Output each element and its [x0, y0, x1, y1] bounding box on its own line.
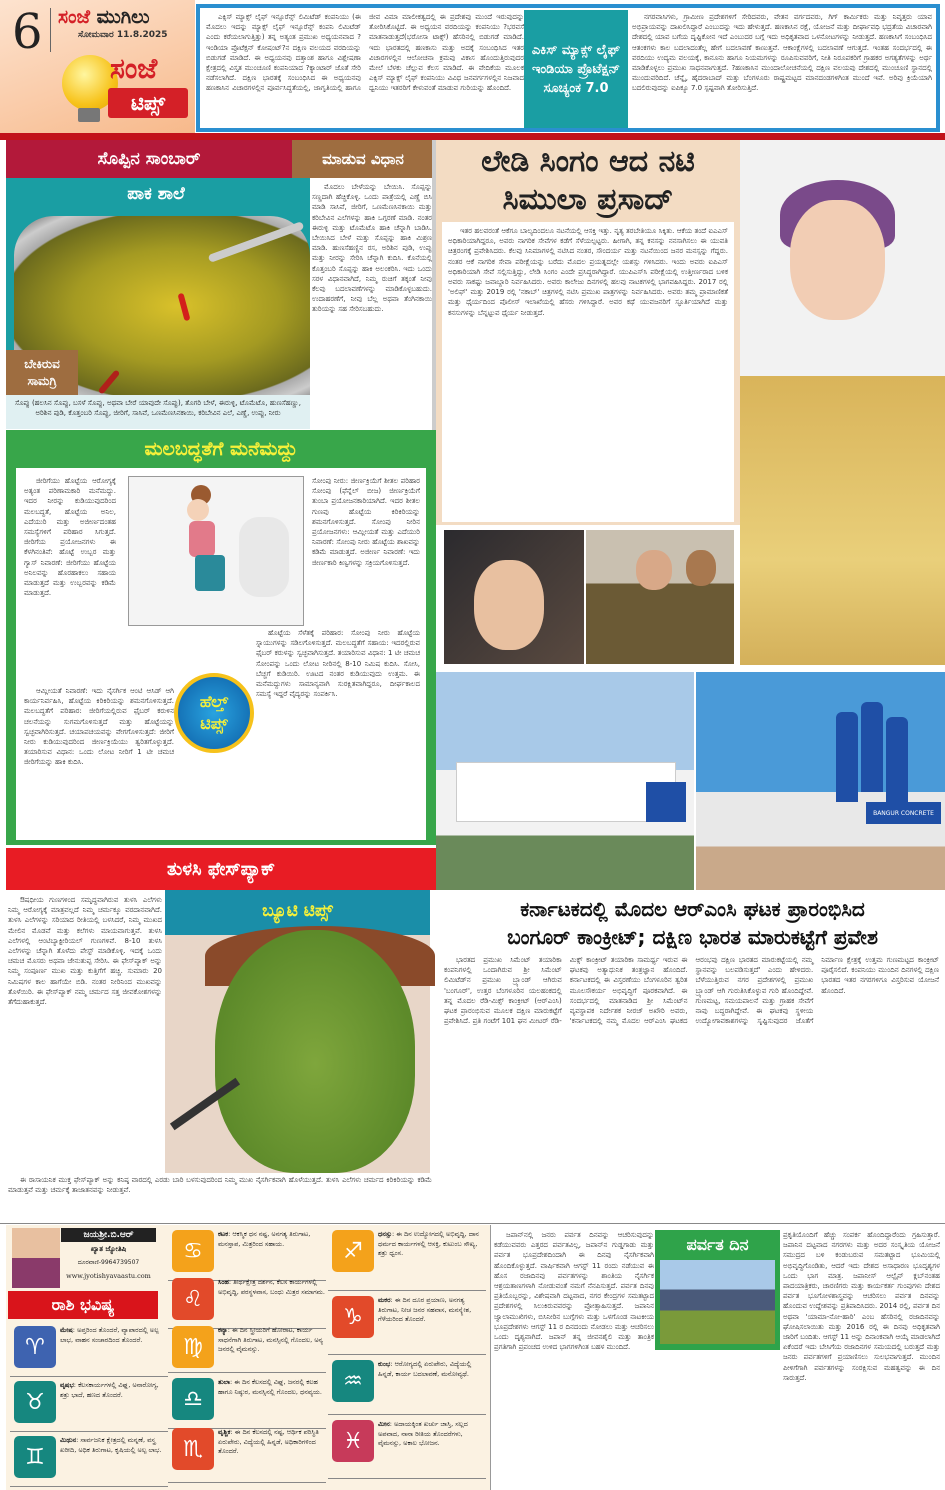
- astrologer-title: ಖ್ಯಾತ ಜ್ಯೋತಿಷಿ: [90, 1245, 127, 1253]
- girl-body: [189, 521, 215, 557]
- rmc-plant-photo: [436, 672, 694, 890]
- leo-icon: ♌: [172, 1278, 214, 1320]
- constipation-illustration: [128, 476, 304, 626]
- method-text: ಮೊದಲು ಬೇಳೆಯನ್ನು ಬೇಯಿಸಿ. ಸೊಪ್ಪನ್ನು ಸಣ್ಣದಾಗಿ ಹೆಚ್ಚಿಕೊಳ್ಳಿ. ಒಂದು ಪಾತ್ರೆಯಲ್ಲಿ ಎಣ್ಣೆ ಬಿಸಿ ಮಾಡಿ ಸಾಸಿವೆ, ಜೀರಿಗೆ, ಒಣಮೆಣಸಿನಕಾಯಿ ಮತ್ತು ಕರಿಬೇವಿನ ಎಲೆಗಳನ್ನು ಹಾಕಿ ಒಗ್ಗರಣೆ ಮಾಡಿ. ನಂತರ ಈರುಳ್ಳಿ ಮತ್ತು ಟೊಮೆಟೊ ಹಾಕಿ ಚೆನ್ನಾಗಿ ಬಾಡಿಸಿ. ಬೇಯಿಸಿದ ಬೇಳೆ ಮತ್ತು ಸೊಪ್ಪನ್ನು ಹಾಕಿ ಮಿಶ್ರಣ ಮಾಡಿ. ಹುಣಸೆಹಣ್ಣಿನ ರಸ, ಅರಿಶಿನ ಪುಡಿ, ಉಪ್ಪು ಮತ್ತು ನೀರನ್ನು ಸೇರಿಸಿ ಚೆನ್ನಾಗಿ ಕುದಿಸಿ. ಕೊನೆಯಲ್ಲಿ ಕೊತ್ತಂಬರಿ ಸೊಪ್ಪನ್ನು ಹಾಕಿ ಅಲಂಕರಿಸಿ. ಇದು ಒಂದು ಸರಳ ವಿಧಾನವಾಗಿದೆ, ನಿಮ್ಮ ರುಚಿಗೆ ತಕ್ಕಂತೆ ನೀವು ಕೆಲವು ಬದಲಾವಣೆಗಳನ್ನು ಮಾಡಿಕೊಳ್ಳಬಹುದು. ಉದಾಹರಣೆಗೆ, ನೀವು ಬೆಲ್ಲ ಅಥವಾ ತೆಂಗಿನಕಾಯಿ ತುರಿಯನ್ನು ಸಹ ಸೇರಿಸಬಹುದು.: [312, 183, 432, 314]
- issue-date: ಸೋಮವಾರ 11.8.2025: [78, 30, 168, 40]
- girl-skirt: [195, 555, 225, 591]
- green-mask-face: [215, 930, 415, 1173]
- headline-line1: ಕರ್ನಾಟಕದಲ್ಲಿ ಮೊದಲ ಆರ್‌ಎಂಸಿ ಘಟಕ ಪ್ರಾರಂಭಿಸಿದ: [520, 897, 865, 921]
- logo-part1: ಸಂಜೆ: [58, 6, 91, 28]
- badge-line1: ಹೆಲ್ತ್: [199, 692, 229, 711]
- ingredients-heading: [6, 350, 78, 395]
- ingredients-list: ಸೊಪ್ಪು (ಹಲಸಿನ ಸೊಪ್ಪು, ಬಸಳೆ ಸೊಪ್ಪು, ಅಥವಾ ಬೇರೆ ಯಾವುದೇ ಸೊಪ್ಪು), ತೊಗರಿ ಬೇಳೆ, ಈರುಳ್ಳಿ, ಟೊಮೆಟೊ, ಹುಣಸೆಹಣ್ಣು, ಅರಿಶಿನ ಪುಡಿ, ಕೊತ್ತಂಬರಿ ಸೊಪ್ಪು, ಜೀರಿಗೆ, ಸಾಸಿವೆ, ಒಣಮೆಣಸಿನಕಾಯಿ, ಕರಿಬೇವಿನ ಎಲೆ, ಎಣ್ಣೆ, ಉಪ್ಪು, ನೀರು: [6, 395, 310, 429]
- facepack-text: ಔಷಧೀಯ ಗುಣಗಳಿಂದ ಸಮೃದ್ಧವಾಗಿರುವ ತುಳಸಿ ಎಲೆಗಳು ನಿಮ್ಮ ಆರೋಗ್ಯಕ್ಕೆ ಮಾತ್ರವಲ್ಲದೆ ನಿಮ್ಮ ಚರ್ಮಕ್ಕೂ ವರದಾನವಾಗಿದೆ. ತುಳಸಿ ಎಲೆಗಳನ್ನು ಸರಿಯಾದ ರೀತಿಯಲ್ಲಿ ಬಳಸಿದರೆ, ನಿಮ್ಮ ಮುಖದ ಮೇಲಿನ ಮೊಡವೆ ಮತ್ತು ಕಲೆಗಳು ಮಾಯವಾಗುತ್ತವೆ. ತುಳಸಿ ಎಲೆಗಳಲ್ಲಿ ಆಂಟಿಬ್ಯಾಕ್ಟೀರಿಯಲ್ ಗುಣಗಳಿವೆ. 8-10 ತುಳಸಿ ಎಲೆಗಳನ್ನು ಚೆನ್ನಾಗಿ ತೊಳೆದು ಪೇಸ್ಟ್ ಮಾಡಿಕೊಳ್ಳಿ. ಇದಕ್ಕೆ ಒಂದು ಚಮಚ ಮೊಸರು ಅಥವಾ ಜೇನುತುಪ್ಪ ಸೇರಿಸಿ. ಈ ಫೇಸ್‌ಪ್ಯಾಕ್ ಅನ್ನು ನಿಮ್ಮ ಸಂಪೂರ್ಣ ಮುಖ ಮತ್ತು ಕುತ್ತಿಗೆಗೆ ಹಚ್ಚಿ. ಸುಮಾರು 20 ನಿಮಿಷಗಳ ಕಾಲ ಹಾಗೆಯೇ ಬಿಡಿ. ನಂತರ ನೀರಿನಿಂದ ಮುಖವನ್ನು ತೊಳೆಯಿರಿ. ಈ ಫೇಸ್‌ಪ್ಯಾಕ್ ನಮ್ಮ ಚರ್ಮದ ಸತ್ತ ಜೀವಕೋಶಗಳನ್ನು ತೆಗೆದುಹಾಕುತ್ತದೆ.: [8, 896, 162, 1007]
- recipe-title: ಸೊಪ್ಪಿನ ಸಾಂಬಾರ್: [6, 140, 292, 178]
- sign-name: ಕನ್ಯಾ: [218, 1326, 228, 1334]
- top-story-left-text: ಎಕ್ಸಿಸ್ ಮ್ಯಾಕ್ಸ್ ಲೈಫ್ ಇನ್ಸೂರೆನ್ಸ್ ಲಿಮಿಟೆಡ್ ಕಂಪನಿಯು (ಈ ಮೊದಲು ಇದನ್ನು ಮ್ಯಾಕ್ಸ್ ಲೈಫ್ ಇನ್ಸೂರೆನ್ಸ್ ಕಂಪನಿ ಲಿಮಿಟೆಡ್ ಎಂದು ಕರೆಯಲಾಗುತ್ತಿತ್ತು) ತನ್ನ ಅತ್ಯಂತ ಪ್ರಮುಖ ಅಧ್ಯಯನವಾದ ?ಇಂಡಿಯಾ ಪ್ರೊಟೆಕ್ಷನ್ ಕೋಷಂಟ್?ನ ದಕ್ಷಿಣ ವಲಯದ ವರದಿಯನ್ನು ಬಿಡುಗಡೆ ಮಾಡಿದೆ. ಈ ಅಧ್ಯಯನವು ದತ್ತಾಂಶ ಹಾಗೂ ವಿಶ್ಲೇಷಣಾ ಕ್ಷೇತ್ರದಲ್ಲಿ ವಿಸ್ತೃತ ಮುಂಚೂಣಿ ಕಂಪನಿಯಾದ ?ಕ್ಯಾಂಟಾರ್ ಜೊತೆ ಸೇರಿ ನಡೆಸಲಾಗಿದೆ. ದಕ್ಷಿಣ ಭಾರತಕ್ಕೆ ಸಂಬಂಧಿಸಿದ ಈ ಅಧ್ಯಯನವು ಹಣಕಾಸಿನ ವಿಚಾರಗಳಲ್ಲಿನ ಪೂರ್ವಸಿದ್ಧತೆಯಲ್ಲಿ, ಜಾಗೃತಿಯಲ್ಲಿ ಹಾಗೂ ಜೀವ ವಿಮಾ ಮಾಲೀಕತ್ವದಲ್ಲಿ ಈ ಪ್ರದೇಶವು ಮುಂದೆ ಇರುವುದನ್ನು ತೋರಿಸಿಕೊಟ್ಟಿದೆ. ಈ ಅಧ್ಯಯನ ವರದಿಯನ್ನು ಕಂಪನಿಯು ?ಭರವಸೆ ಮಾತನಾಡುತ್ತದೆ(ಭರೋಸಾ ಟಾಕ್ಸ್) ಹೆಸರಿನಲ್ಲಿ ಬಿಡುಗಡೆ ಮಾಡಿದೆ. ಇದು ಭಾರತದಲ್ಲಿ ಹಣಕಾಸು ಮತ್ತು ಅದಕ್ಕೆ ಸಂಬಂಧಿಸಿದ ಇತರ ವಿಚಾರಗಳಲ್ಲಿನ ಆಲೋಚನಾ ಕ್ರಮವು ವಿಕಾಸ ಹೊಂದುತ್ತಿರುವುದರ ಮೇಲೆ ಬೆಳಕು ಚೆಲ್ಲುವ ಕೆಲಸ ಮಾಡಿದೆ. ಈ ವೇದಿಕೆಯ ಮೂಲಕ ಎಕ್ಸಿಸ್ ಮ್ಯಾಕ್ಸ್ ಲೈಫ್ ಕಂಪನಿಯು ವಿವಿಧ ಜನವರ್ಗಗಳಲ್ಲಿನ ನಿಜವಾದ ಧ್ವನಿಯು ಇತರರಿಗೆ ಕೇಳುವಂತೆ ಮಾಡುವ ಗುರಿಯನ್ನು ಹೊಂದಿದೆ.: [206, 13, 524, 93]
- mountain-day-right-text: ಪ್ರಕೃತಿಯೊಂದಿಗೆ ಹೆಚ್ಚು ಸಂಪರ್ಕ ಹೊಂದಿದ್ದಾರೆಂದು ಗ್ರಹಿಸುತ್ತಾರೆ. ಜಪಾನಿನ ದಟ್ಟವಾದ ನಗರಗಳು ಮತ್ತು ಅದರ ಸಂಸ್ಕೃತಿಯ ಯೋಜನೆ ಸಮುದ್ರದ ಬಳಿ ಕಂಡುಬರುವ ಸಮತಟ್ಟಾದ ಭೂಮಿಯಲ್ಲಿ ಅಭಿವೃದ್ಧಿಗೊಂಡಿತು, ಆದರೆ ಇದು ದೇಶದ ಅಸಾಧಾರಣ ಭೂದೃಶ್ಯಗಳ ಒಂದು ಭಾಗ ಮಾತ್ರ. ಜಪಾನೀಸ್ ಆಲ್ಪೈನ್ ಕ್ಲಬ್‌ನಂತಹ ಪಾದಯಾತ್ರಿಕರು, ಚಾರಣಿಗರು ಮತ್ತು ಕಾರ್ಯಕರ್ತ ಗುಂಪುಗಳು ದೇಶದ ಪರ್ವತ ಭೂಗೋಳಶಾಸ್ತ್ರವನ್ನು ಆಚರಿಸಲು ಪರ್ವತ ದಿನವನ್ನು ಹೊಂದುವ ಉದ್ದೇಶವನ್ನು ಪ್ರತಿಪಾದಿಸಿದರು. 2014 ರಲ್ಲಿ, ಪರ್ವತ ದಿನ ಅಥವಾ 'ಯಾಮಾ-ನೋ-ಹಾರಿ' ಎಂಬ ಹೆಸರಿನಲ್ಲಿ ರಜಾದಿನವನ್ನು ಘೋಷಿಸಲಾಯಿತು ಮತ್ತು 2016 ರಲ್ಲಿ ಈ ದಿನವು ಅಧಿಕೃತವಾಗಿ ಜಾರಿಗೆ ಬಂದಿತು. ಆಗಸ್ಟ್ 11 ಅನ್ನು ದಿನಾಂಕವಾಗಿ ಆಯ್ಕೆ ಮಾಡಲಾಗಿದೆ ಏಕೆಂದರೆ ಇದು ಬೇಸಿಗೆಯ ರಜಾದಿನಗಳ ಸಮಯದಲ್ಲಿ ಬರುತ್ತದೆ ಮತ್ತು ಜನರು ಪರ್ವತಗಳಿಗೆ ಪ್ರಯಾಣಿಸಲು ಸುಲಭವಾಗುತ್ತದೆ. ಮುಂದಿನ ಪೀಳಿಗೆಗಾಗಿ ಪರ್ವತಗಳನ್ನು ಸಂರಕ್ಷಿಸುವ ಮಹತ್ವವನ್ನು ಈ ದಿನ ಸಾರುತ್ತದೆ.: [783, 1231, 940, 1382]
- zodiac-scorpio: ♏ ವೃಶ್ಚಿಕ: ಈ ದಿನ ಕೆಲಸದಲ್ಲಿ ನಷ್ಟ, ಆರ್ಥಿಕ ಪರಿಸ್ಥಿತಿ ಏರುಪೇರು, ವಿದ್ಯೆಯಲ್ಲಿ ಹಿನ್ನಡೆ, ಅಧಿಕಾರಿಗಳಿಂದ ತೊಂದರೆ.: [168, 1425, 326, 1483]
- zodiac-libra: ♎ ತುಲಾ: ಈ ದಿನ ಕೆಲಸದಲ್ಲಿ ವಿಘ್ನ, ಜನರಲ್ಲಿ ಕಲಹ ಹಾಗೂ ನಿಷ್ಠುರ, ಮನಸ್ಸಿನಲ್ಲಿ ಗೊಂದಲ, ಧನವ್ಯಯ.: [168, 1375, 326, 1429]
- scorpio-icon: ♏: [172, 1428, 214, 1470]
- libra-icon: ♎: [172, 1378, 214, 1420]
- top-story-title: ಎಕಿಸ್ ಮ್ಯಾಕ್ಸ್ ಲೈಫ್ ಇಂಡಿಯಾ ಪ್ರೊಟೆಕ್ಷನ್ ಸೂಚ್ಯಂಕ 7.0: [524, 10, 628, 128]
- sign-name: ಧನಸ್ಸು: [378, 1230, 392, 1238]
- zodiac-virgo: ♍ ಕನ್ಯಾ: ಈ ದಿನ ಸ್ತ್ರೀಯರಿಗೆ ಹೋರಾಟ, ಕಾರ್ಯ ಸಾಧನೆಗಾಗಿ ತಿರುಗಾಟ, ಮನಸ್ಸಿನಲ್ಲಿ ಗೊಂದಲ, ಅನ್ಯ ಜನರಲ್ಲಿ ವೈಮನಸ್ಸು.: [168, 1323, 326, 1373]
- sign-name: ಮಕರ: [378, 1296, 391, 1304]
- health-content: [16, 468, 426, 840]
- sign-name: ವೃಶ್ಚಿಕ: [218, 1428, 231, 1436]
- plant-building: [456, 762, 676, 822]
- article-body: ಇತರ ಹಲವರಂತೆ ಆಕೆಗೂ ಬಾಲ್ಯದಿಂದಲೂ ನಟನೆಯಲ್ಲಿ ಆಸಕ್ತಿ ಇತ್ತು. ನೃತ್ಯ ತರಬೇತಿಯೂ ಸಿಕ್ಕಿತು. ಆಕೆಯ ತಂದೆ ಐಎಎಸ್ ಅಧಿಕಾರಿಯಾಗಿದ್ದರೂ, ಅವರು ನಾಗರಿಕ ಸೇವೆಗಳ ಕಡೆಗೆ ಸೆಳೆಯಲ್ಪಟ್ಟರು. ಹೀಗಾಗಿ, ತನ್ನ ಕನಸನ್ನು ನನಸಾಗಿಸಲು ಈ ಯುವತಿ ಚಿತ್ರರಂಗಕ್ಕೆ ಪ್ರವೇಶಿಸಿದರು. ಕೆಲವು ಸಿನಿಮಾಗಳಲ್ಲಿ ನಟಿಸಿದ ನಂತರ, ಸೌಂದರ್ಯ ಮತ್ತು ನಟನೆಯಿಂದ ಜನರ ಮನಸ್ಸನ್ನು ಗೆದ್ದರು. ನಂತರ ಆಕೆ ನಾಗರಿಕ ಸೇವಾ ಪರೀಕ್ಷೆಯನ್ನು ಬರೆದು ಮೊದಲ ಪ್ರಯತ್ನದಲ್ಲೇ ಯಶಸ್ಸು ಗಳಿಸಿದರು. ಇಂದು ಅವರು ಐಪಿಎಸ್ ಅಧಿಕಾರಿಯಾಗಿ ಸೇವೆ ಸಲ್ಲಿಸುತ್ತಿದ್ದು, ಲೇಡಿ ಸಿಂಗಂ ಎಂದೇ ಪ್ರಸಿದ್ಧರಾಗಿದ್ದಾರೆ. ಯುಪಿಎಸ್‌ಸಿ ಪರೀಕ್ಷೆಯಲ್ಲಿ ಉತ್ತೀರ್ಣರಾದ ಬಳಿಕ ಅವರು ಸಾಕಷ್ಟು ಜವಾಬ್ದಾರಿ ನಿರ್ವಹಿಸಿದರು. ಅವರು ಕಾಲೇಜು ದಿನಗಳಲ್ಲಿ ಹಲವು ನಾಟಕಗಳಲ್ಲಿ ಭಾಗವಹಿಸಿದ್ದರು. 2017 ರಲ್ಲಿ 'ಅಲಿಫ್' ಮತ್ತು 2019 ರಲ್ಲಿ 'ನಕಾಬ್' ಚಿತ್ರಗಳಲ್ಲಿ ನಟಿಸಿ ಪ್ರಮುಖ ಪಾತ್ರಗಳನ್ನು ನಿರ್ವಹಿಸಿದರು. ಅವರು ತಮ್ಮ ಪ್ರಾಮಾಣಿಕತೆ ಮತ್ತು ಧೈರ್ಯದಿಂದ ಪೊಲೀಸ್ ಇಲಾಖೆಯಲ್ಲಿ ಹೆಸರು ಗಳಿಸಿದ್ದಾರೆ. ಅವರ ಕಥೆ ಯುವಜನರಿಗೆ ಸ್ಫೂರ್ತಿಯಾಗಿದೆ ಮತ್ತು ಕನಸುಗಳನ್ನು ಬೆನ್ನಟ್ಟುವ ಧೈರ್ಯ ನೀಡುತ್ತದೆ.: [442, 222, 734, 522]
- aquarius-icon: ♒: [332, 1360, 374, 1402]
- mountain-day-text: ಜಪಾನ್‌ನಲ್ಲಿ ಜನರು ಪರ್ವತ ದಿನವನ್ನು ಆಚರಿಸುವುದನ್ನು ಕಡೆಯುವವರು ಎತ್ತರದ ಪರ್ವತವಿಲ್ಲ, ಜಪಾನ್‌ನ ಗುಡ್ಡಗಾಡು ಮತ್ತು ಪರ್ವತ ಭೂಪ್ರದೇಶದಿಂದಾಗಿ ಈ ದಿನವು ನೈಸರ್ಗಿಕವಾಗಿ ಹೊಂದಿಕೊಳ್ಳುತ್ತದೆ. ವಾರ್ಷಿಕವಾಗಿ ಆಗಸ್ಟ್ 11 ರಂದು ನಡೆಯುವ ಈ ಹೊಸ ರಜಾದಿನವು ಪರ್ವತಗಳನ್ನು ಶಾಂತಿಯ ನೈಸರ್ಗಿಕ ಆಶ್ರಯತಾಣಗಳಾಗಿ ನೋಡುವಂತೆ ನಮಗೆ ನೆನಪಿಸುತ್ತದೆ. ಪರ್ವತ ದಿನವು ಪ್ರತಿಯೊಬ್ಬರನ್ನು, ವಿಶೇಷವಾಗಿ ದಟ್ಟವಾದ, ನಗರ ಕೇಂದ್ರಗಳ ಸಮತಟ್ಟಾದ ಪ್ರದೇಶಗಳಲ್ಲಿ ಸಿಲುಕಿರುವವರನ್ನು ಪ್ರೋತ್ಸಾಹಿಸುತ್ತದೆ. ಜಪಾನಿನ ಜ್ವಾಲಾಮುಖಿಗಳು, ಬಿಸಿನೀರಿನ ಬುಗ್ಗೆಗಳು ಮತ್ತು ಒಳಗೊಂಡ ನಾಟಕೀಯ ಭೂಪ್ರದೇಶಗಳು ಆಗಸ್ಟ್ 11 ರ ದಿನದಂದು ನೋಡಲು ಮತ್ತು ಆಚರಿಸಲು ಒಂದು ದೃಶ್ಯವಾಗಿದೆ. ಜಪಾನ್ ತನ್ನ ಜೀವನಶೈಲಿ ಮತ್ತು ತಾಂತ್ರಿಕ ಪ್ರಗತಿಗಾಗಿ ಪ್ರಪಂಚದ ಉಳಿದ ಭಾಗಗಳಿಗಿಂತ ಬಹಳ ಮುಂದಿದೆ.: [494, 1231, 654, 1352]
- divider: [50, 8, 51, 52]
- health-lower-left-text: ಆಮ್ಲೀಯತೆ ನಿವಾರಣೆ: ಇದು ನೈಸರ್ಗಿಕ ಆಂಟಿ ಆಸಿಡ್ ಆಗಿ ಕಾರ್ಯನಿರ್ವಹಿಸಿ, ಹೊಟ್ಟೆಯ ಕಿರಿಕಿರಿಯನ್ನು ಶಮನಗೊಳಿಸುತ್ತದೆ. ಮಲಬದ್ಧತೆಗೆ ಪರಿಹಾರ: ಜೀರಿಗೆಯಲ್ಲಿರುವ ಫೈಬರ್ ಕರುಳಿನ ಚಲನೆಯನ್ನು ಸುಗಮಗೊಳಿಸುತ್ತದೆ ಮತ್ತು ಹೊಟ್ಟೆಯನ್ನು ಸ್ವಚ್ಛವಾಗಿರಿಸುತ್ತದೆ. ಚಯಾಪಚಯವನ್ನು ವೇಗಗೊಳಿಸುತ್ತದೆ: ಜೀರಿಗೆ ನೀರು ಕುಡಿಯುವುದರಿಂದ ಜೀರ್ಣಕ್ರಿಯೆಯು ತ್ವರಿತಗೊಳ್ಳುತ್ತದೆ. ತಯಾರಿಸುವ ವಿಧಾನ: ಒಂದು ಲೋಟ ನೀರಿಗೆ 1 ಟೀ ಚಮಚ ಜೀರಿಗೆಯನ್ನು ಹಾಕಿ ಕುದಿಸಿ.: [24, 687, 174, 767]
- top-story-box: [196, 4, 940, 132]
- zodiac-pisces: ♓ ಮೀನ: ಅದಾಯಕ್ಕಿಂತ ಖರ್ಚು ಜಾಸ್ತಿ, ಸಲ್ಲದ ಅಪವಾದ, ನಾನಾ ರೀತಿಯ ತೊಂದರೆಗಳು, ವೈಮನಸ್ಸು, ಅಕಾಲ ಭೋಜನ.: [328, 1417, 486, 1479]
- girl-head: [187, 499, 209, 521]
- bangur-sign: BANGUR CONCRETE: [866, 802, 941, 824]
- sign-text: ಸಾರ್ವಜನಿಕ ಕ್ಷೇತ್ರದಲ್ಲಿ ಮನ್ನಣೆ, ವಸ್ತ್ರ ಖರೀದಿ, ಅಧಿಕ ತಿರುಗಾಟ, ಕೃಷಿಯಲ್ಲಿ ಅಲ್ಪ ಲಾಭ.: [60, 1436, 162, 1454]
- health-tips-badge: [174, 673, 254, 753]
- zodiac-cancer: ♋ ಕಟಕ: ಆಕಸ್ಮಿಕ ಧನ ನಷ್ಟ, ಅನಗತ್ಯ ತಿರುಗಾಟ, ಮನಸ್ತಾಪ, ಮಿತ್ರರಿಂದ ಸಹಾಯ.: [168, 1227, 326, 1281]
- face-image: [474, 560, 544, 650]
- cancer-icon: ♋: [172, 1230, 214, 1272]
- gemini-icon: ♊: [14, 1436, 56, 1478]
- facepack-title: ತುಳಸಿ ಫೇಸ್‌ಪ್ಯಾಕ್: [6, 848, 436, 890]
- face-image: [790, 200, 885, 320]
- badge-line2: ಟಿಪ್ಸ್: [200, 714, 228, 733]
- sign-text: ಈ ದಿನ ಸ್ತ್ರೀಯರಿಗೆ ಹೋರಾಟ, ಕಾರ್ಯ ಸಾಧನೆಗಾಗಿ ತಿರುಗಾಟ, ಮನಸ್ಸಿನಲ್ಲಿ ಗೊಂದಲ, ಅನ್ಯ ಜನರಲ್ಲಿ ವೈಮನಸ್ಸು.: [218, 1326, 323, 1353]
- health-title: ಮಲಬದ್ಧತೆಗೆ ಮನೆಮದ್ದು: [144, 438, 298, 460]
- rmc-body: ಭಾರತದ ಪ್ರಮುಖ ಸಿಮೆಂಟ್ ತಯಾರಿಕಾ ಕಂಪನಿಗಳಲ್ಲಿ ಒಂದಾಗಿರುವ ಶ್ರೀ ಸಿಮೆಂಟ್ ಲಿಮಿಟೆಡ್‌ನ ಪ್ರಮುಖ ಬ್ರ್ಯಾಂಡ್ ಆಗಿರುವ 'ಬಂಗೂರ್', ಉತ್ತರ ಬೆಂಗಳೂರಿನ ಯಲಹಂಕದಲ್ಲಿ ತನ್ನ ಮೊದಲ ರೆಡಿ-ಮಿಕ್ಸ್ ಕಾಂಕ್ರೀಟ್ (ಆರ್‌ಎಂಸಿ) ಘಟಕ ಪ್ರಾರಂಭಿಸುವ ಮೂಲಕ ದಕ್ಷಿಣ ಮಾರುಕಟ್ಟೆಗೆ ಪ್ರವೇಶಿಸಿದೆ. ಪ್ರತಿ ಗಂಟೆಗೆ 101 ಘನ ಮೀಟರ್ ರೆಡಿ-ಮಿಕ್ಸ್ ಕಾಂಕ್ರೀಟ್ ತಯಾರಿಕಾ ಸಾಮರ್ಥ್ಯ ಇರುವ ಈ ಘಟಕವು ಅತ್ಯಾಧುನಿಕ ತಂತ್ರಜ್ಞಾನ ಹೊಂದಿದೆ. ಕರ್ನಾಟಕದಲ್ಲಿ ಈ ವಿಸ್ತರಣೆಯು ಬೆಂಗಳೂರಿನ ತ್ವರಿತ ಮೂಲಸೌಕರ್ಯ ಅಭಿವೃದ್ಧಿಗೆ ಪೂರಕವಾಗಿದೆ. ಈ ಸಂದರ್ಭದಲ್ಲಿ ಮಾತನಾಡಿದ ಶ್ರೀ ಸಿಮೆಂಟ್‌ನ ವ್ಯವಸ್ಥಾಪಕ ನಿರ್ದೇಶಕ ನೀರಜ್ ಅಖೌರಿ ಅವರು, 'ಕರ್ನಾಟಕದಲ್ಲಿ ನಮ್ಮ ಮೊದಲ ಆರ್‌ಎಂಸಿ ಘಟಕದ ಆರಂಭವು ದಕ್ಷಿಣ ಭಾರತದ ಮಾರುಕಟ್ಟೆಯಲ್ಲಿ ನಮ್ಮ ಸ್ಥಾನವನ್ನು ಬಲಪಡಿಸುತ್ತದೆ' ಎಂದು ಹೇಳಿದರು. ಬೆಳೆಯುತ್ತಿರುವ ನಗರ ಪ್ರದೇಶಗಳಲ್ಲಿ ಪ್ರಮುಖ ಬ್ರ್ಯಾಂಡ್ ಆಗಿ ಗುರುತಿಸಿಕೊಳ್ಳುವ ಗುರಿ ಹೊಂದಿದ್ದೇವೆ. ಗುಣಮಟ್ಟ, ಸಮಯಪಾಲನೆ ಮತ್ತು ಗ್ರಾಹಕ ಸೇವೆಗೆ ನಾವು ಬದ್ಧರಾಗಿದ್ದೇವೆ. ಈ ಘಟಕವು ಸ್ಥಳೀಯ ಉದ್ಯೋಗಾವಕಾಶಗಳನ್ನು ಸೃಷ್ಟಿಸುವುದರ ಜೊತೆಗೆ ನಿರ್ಮಾಣ ಕ್ಷೇತ್ರಕ್ಕೆ ಉತ್ತಮ ಗುಣಮಟ್ಟದ ಕಾಂಕ್ರೀಟ್ ಪೂರೈಸಲಿದೆ. ಕಂಪನಿಯು ಮುಂದಿನ ದಿನಗಳಲ್ಲಿ ದಕ್ಷಿಣ ಭಾರತದ ಇತರ ನಗರಗಳಿಗೂ ವಿಸ್ತರಿಸುವ ಯೋಜನೆ ಹೊಂದಿದೆ.: [444, 956, 939, 1026]
- method-heading: ಮಾಡುವ ವಿಧಾನ: [292, 140, 434, 178]
- zodiac-aries: ♈ ಮೇಷ: ಅಪ್ತರಿಂದ ತೊಂದರೆ, ವ್ಯಾಪಾರದಲ್ಲಿ ಅಲ್ಪ ಲಾಭ, ವಾಹನ ಸಂಚಾರದಿಂದ ತೊಂದರೆ.: [10, 1323, 168, 1377]
- section-divider: [0, 133, 945, 140]
- sign-name: ವೃಷಭ: [60, 1381, 74, 1389]
- zodiac-sagittarius: ♐ ಧನಸ್ಸು: ಈ ದಿನ ಉದ್ಯೋಗದಲ್ಲಿ ಅಭಿವೃದ್ಧಿ, ದಾನ ಧರ್ಮದ ಕಾರ್ಯಗಳಲ್ಲಿ ಆಸಕ್ತಿ, ಕುಟುಂಬ ಸೌಖ್ಯ, ಶತ್ರು ಧ್ವಂಸ.: [328, 1227, 486, 1291]
- face-image: [636, 550, 672, 590]
- headline-line1: ಲೇಡಿ ಸಿಂಗಂ ಆದ ನಟಿ: [481, 144, 695, 179]
- article-headline: [436, 142, 740, 220]
- mountain-day-bottom-text: [655, 1352, 940, 1485]
- rmc-headline: [440, 893, 945, 953]
- sign-text: ಈ ದಿನ ದೂರ ಪ್ರಯಾಣ, ಅನಗತ್ಯ ತಿರುಗಾಟ, ನೀಚ ಜನರ ಸಹವಾಸ, ಮನಸ್ಕ್ಲೇಶ, ಗೆಳೆಯರಿಂದ ತೊಂದರೆ.: [378, 1296, 472, 1323]
- section-divider: [0, 1223, 945, 1224]
- zodiac-gemini: ♊ ಮಿಥುನ: ಸಾರ್ವಜನಿಕ ಕ್ಷೇತ್ರದಲ್ಲಿ ಮನ್ನಣೆ, ವಸ್ತ್ರ ಖರೀದಿ, ಅಧಿಕ ತಿರುಗಾಟ, ಕೃಷಿಯಲ್ಲಿ ಅಲ್ಪ ಲಾಭ.: [10, 1433, 168, 1487]
- section-title: ಸಂಜೆ: [110, 52, 158, 85]
- astrologer-name: ಜಯಶ್ರೀ.ಬಿ.ಆರ್: [61, 1228, 156, 1242]
- sign-name: ಕಟಕ: [218, 1230, 229, 1238]
- sign-text: ಆರೋಗ್ಯದಲ್ಲಿ ಏರುಪೇರು, ವಿದ್ಯೆಯಲ್ಲಿ ಹಿನ್ನಡೆ, ಕಾರ್ಯ ಬದಲಾವಣೆ, ಮನೋವ್ಯಥೆ.: [378, 1360, 472, 1378]
- sign-text: ಅದಾಯಕ್ಕಿಂತ ಖರ್ಚು ಜಾಸ್ತಿ, ಸಲ್ಲದ ಅಪವಾದ, ನಾನಾ ರೀತಿಯ ತೊಂದರೆಗಳು, ವೈಮನಸ್ಸು, ಅಕಾಲ ಭೋಜನ.: [378, 1420, 468, 1447]
- headline-line2: ಸಿಮುಲಾ ಪ್ರಸಾದ್: [502, 182, 674, 217]
- zodiac-aquarius: ♒ ಕುಂಭ: ಆರೋಗ್ಯದಲ್ಲಿ ಏರುಪೇರು, ವಿದ್ಯೆಯಲ್ಲಿ ಹಿನ್ನಡೆ, ಕಾರ್ಯ ಬದಲಾವಣೆ, ಮನೋವ್ಯಥೆ.: [328, 1357, 486, 1415]
- sign-text: ತೀರ್ಥಕ್ಷೇತ್ರ ದರ್ಶನ, ಕೆಲಸ ಕಾರ್ಯಗಳಲ್ಲಿ ಅಭಿವೃದ್ಧಿ, ಪರಸ್ಥಳವಾಸ, ಬಂಧು ಮಿತ್ರರ ಸಮಾಗಮ.: [218, 1278, 325, 1296]
- actress-portrait: [740, 140, 945, 665]
- beauty-tips-label: ಬ್ಯೂಟಿ ಟಿಪ್ಸ್: [262, 901, 333, 921]
- zodiac-leo: ♌ ಸಿಂಹ: ತೀರ್ಥಕ್ಷೇತ್ರ ದರ್ಶನ, ಕೆಲಸ ಕಾರ್ಯಗಳಲ್ಲಿ ಅಭಿವೃದ್ಧಿ, ಪರಸ್ಥಳವಾಸ, ಬಂಧು ಮಿತ್ರರ ಸಮಾಗಮ.: [168, 1275, 326, 1329]
- face-image: [686, 550, 716, 586]
- mountain-photo: [660, 1260, 775, 1344]
- astrologer-website: www.jyotishyavaastu.com: [66, 1272, 151, 1280]
- truck-image: [646, 782, 686, 822]
- toilet-image: [239, 517, 289, 597]
- sign-text: ಈ ದಿನ ಕೆಲಸದಲ್ಲಿ ವಿಘ್ನ, ಜನರಲ್ಲಿ ಕಲಹ ಹಾಗೂ ನಿಷ್ಠುರ, ಮನಸ್ಸಿನಲ್ಲಿ ಗೊಂದಲ, ಧನವ್ಯಯ.: [218, 1378, 322, 1396]
- silo: [836, 712, 858, 802]
- actress-photo: [444, 530, 584, 664]
- health-right-text: ಸೋಂಪು ನೀರು: ಜೀರ್ಣಕ್ರಿಯೆಗೆ ಶೀತಲ ಪರಿಹಾರ ಸೋಂಪು (ಫೆನ್ನೆಲ್ ಬೀಜ) ಜೀರ್ಣಕ್ರಿಯೆಗೆ ತುಂಬಾ ಪ್ರಯೋಜನಕಾರಿಯಾಗಿದೆ. ಇದರ ಶೀತಲ ಗುಣವು ಹೊಟ್ಟೆಯ ಕಿರಿಕಿರಿಯನ್ನು ಶಮನಗೊಳಿಸುತ್ತದೆ. ಸೋಂಪು ನೀರಿನ ಪ್ರಯೋಜನಗಳು: ಆಮ್ಲೀಯತೆ ಮತ್ತು ಎದೆಯುರಿ ನಿವಾರಣೆ: ಸೋಂಪು ನೀರು ಹೊಟ್ಟೆಯ ಶಾಖವನ್ನು ಕಡಿಮೆ ಮಾಡುತ್ತದೆ. ಅಜೀರ್ಣ ನಿವಾರಣೆ: ಇದು ಜೀರ್ಣಕಾರಿ ಕಿಣ್ವಗಳನ್ನು ಸಕ್ರಿಯಗೊಳಿಸುತ್ತದೆ.: [312, 477, 420, 567]
- horoscope-section: [6, 1225, 490, 1490]
- silo: [861, 702, 883, 792]
- lady-singam-article: [436, 140, 740, 525]
- sign-text: ಅಪ್ತರಿಂದ ತೊಂದರೆ, ವ್ಯಾಪಾರದಲ್ಲಿ ಅಲ್ಪ ಲಾಭ, ವಾಹನ ಸಂಚಾರದಿಂದ ತೊಂದರೆ.: [60, 1326, 159, 1344]
- zodiac-taurus: ♉ ವೃಷಭ: ಕೆಲಸಕಾರ್ಯಗಳಲ್ಲಿ ವಿಘ್ನ, ಅನಾರೋಗ್ಯ, ಶತ್ರು ಭಾದೆ, ಹಣದ ತೊಂದರೆ.: [10, 1378, 168, 1432]
- section-title-tips: ಟಿಪ್ಸ್: [108, 88, 188, 118]
- zodiac-capricorn: ♑ ಮಕರ: ಈ ದಿನ ದೂರ ಪ್ರಯಾಣ, ಅನಗತ್ಯ ತಿರುಗಾಟ, ನೀಚ ಜನರ ಸಹವಾಸ, ಮನಸ್ಕ್ಲೇಶ, ಗೆಳೆಯರಿಂದ ತೊಂದರೆ.: [328, 1293, 486, 1355]
- mountain-day-title: ಪರ್ವತ ದಿನ: [686, 1235, 749, 1254]
- health-left-text: ಜೀರಿಗೆಯು ಹೊಟ್ಟೆಯ ಆರೋಗ್ಯಕ್ಕೆ ಅತ್ಯಂತ ಪರಿಣಾಮಕಾರಿ ಮನೆಮದ್ದು. ಇದರ ನೀರನ್ನು ಕುಡಿಯುವುದರಿಂದ ಮಲಬದ್ಧತೆ, ಹೊಟ್ಟೆಯ ಅನಿಲ, ಎದೆಯುರಿ ಮತ್ತು ಅಜೀರ್ಣದಂತಹ ಸಮಸ್ಯೆಗಳಿಗೆ ಪರಿಹಾರ ಸಿಗುತ್ತದೆ. ಜೀರಿಗೆಯ ಪ್ರಯೋಜನಗಳು ಈ ಕೆಳಗಿನಂತಿವೆ: ಹೊಟ್ಟೆ ಉಬ್ಬರ ಮತ್ತು ಗ್ಯಾಸ್ ನಿವಾರಣೆ: ಜೀರಿಗೆಯು ಹೊಟ್ಟೆಯ ಅನಿಲವನ್ನು ಹೊರಹಾಕಲು ಸಹಾಯ ಮಾಡುತ್ತದೆ ಮತ್ತು ಉಬ್ಬರವನ್ನು ಕಡಿಮೆ ಮಾಡುತ್ತದೆ.: [24, 477, 116, 598]
- sagittarius-icon: ♐: [332, 1230, 374, 1272]
- horoscope-title: ರಾಶಿ ಭವಿಷ್ಯ: [8, 1291, 158, 1319]
- astrologer-phone: ದೂರವಾಣಿ-9964739507: [77, 1259, 140, 1266]
- facepack-bottom-text: ಈ ರಾಸಾಯನಿಕ ಮುಕ್ತ ಫೇಸ್‌ಪ್ಯಾಕ್ ಅನ್ನು ಕನಿಷ್ಠ ವಾರದಲ್ಲಿ ಎರಡು ಬಾರಿ ಬಳಸುವುದರಿಂದ ನಿಮ್ಮ ಮುಖ ನೈಸರ್ಗಿಕವಾಗಿ ಹೊಳೆಯುತ್ತದೆ. ತುಳಸಿ ಎಲೆಗಳು ಚರ್ಮದ ಕಿರಿಕಿರಿಯನ್ನು ಕಡಿಮೆ ಮಾಡುತ್ತವೆ ಮತ್ತು ಚರ್ಮಕ್ಕೆ ತಾಜಾತನವನ್ನು ನೀಡುತ್ತವೆ.: [8, 1176, 432, 1195]
- column-divider: [490, 1225, 491, 1490]
- silo: [886, 717, 908, 807]
- headline-line2: ಬಂಗೂರ್ ಕಾಂಕ್ರೀಟ್; ದಕ್ಷಿಣ ಭಾರತ ಮಾರುಕಟ್ಟೆಗೆ ಪ್ರವೇಶ: [507, 925, 878, 949]
- health-tips-section: [6, 430, 436, 845]
- paper-logo: [58, 6, 150, 28]
- page-number: 6: [12, 4, 43, 60]
- taurus-icon: ♉: [14, 1381, 56, 1423]
- sign-text: ಈ ದಿನ ಕೆಲಸದಲ್ಲಿ ನಷ್ಟ, ಆರ್ಥಿಕ ಪರಿಸ್ಥಿತಿ ಏರುಪೇರು, ವಿದ್ಯೆಯಲ್ಲಿ ಹಿನ್ನಡೆ, ಅಧಿಕಾರಿಗಳಿಂದ ತೊಂದರೆ.: [218, 1428, 319, 1455]
- rmc-silos-photo: [696, 672, 945, 890]
- top-story-right-text: ನಗರವಾಸಿಗಳು, ಗ್ರಾಮೀಣ ಪ್ರದೇಶಗಳಿಗೆ ಸೇರಿದವರು, ವೇತನ ವರ್ಗದವರು, ಗಿಗ್ ಕಾರ್ಮಿಕರು ಮತ್ತು ನಿವೃತ್ತರು ಯಾವ ಅಭಿಪ್ರಾಯವನ್ನು ದಾಖಲಿಸಿದ್ದಾರೆ ಎಂಬುದನ್ನು ಇದು ಹೇಳುತ್ತದೆ. ಹಣಕಾಸಿನ ರಕ್ಷೆ, ಯೋಜನೆ ಮತ್ತು ದೀರ್ಘಾವಧಿ ಭದ್ರತೆಯ ವಿಚಾರವಾಗಿ ದೇಶದಲ್ಲಿ ಯಾವ ಬಗೆಯ ದೃಷ್ಟಿಕೋನ ಇದೆ ಎಂಬುದರ ಬಗ್ಗೆ ಇದು ಅಧಿಕೃತವಾದ ಒಳನೋಟಗಳನ್ನು ನೀಡುತ್ತದೆ. ಹಣಕಾಸಿಗೆ ಸಂಬಂಧಿಸಿದ ಆತಂಕಗಳು ಕಾಲ ಬದಲಾದಂತೆಲ್ಲ ಹೇಗೆ ಬದಲಾವಣೆ ಕಾಣುತ್ತವೆ. ಆಕಾಂಕ್ಷೆಗಳಲ್ಲಿ ಬದಲಾವಣೆ ಆಗುತ್ತದೆ. ಇಂತಹ ಸಂದರ್ಭದಲ್ಲಿ ಈ ವರದಿಯು ಉದ್ಯಮ ವಲಯಕ್ಕೆ, ಕಾನೂನು ಹಾಗೂ ನಿಯಮಗಳನ್ನು ರೂಪಿಸುವವರಿಗೆ, ನೀತಿ ನಿರೂಪಕರಿಗೆ ಗ್ರಾಹಕರ ಅಗತ್ಯತೆಗಳನ್ನು ಅರ್ಥ ಮಾಡಿಕೊಳ್ಳಲು ಪ್ರಮುಖ ಸಾಧನವಾಗುತ್ತದೆ. ?ಹಣಕಾಸಿನ ಮುಂದಾಲೋಚನೆಯಲ್ಲಿ ದಕ್ಷಿಣ ವಲಯವು ದೇಶದಲ್ಲಿ ಮುಂಚೂಣಿ ಸ್ಥಾನದಲ್ಲಿ ಮುಂದುವರಿದಿದೆ. ಚೆನ್ನೈ, ಹೈದರಾಬಾದ್ ಮತ್ತು ಬೆಂಗಳೂರು ರಾಷ್ಟ್ರಮಟ್ಟದ ಮಾನದಂಡಗಳಿಗಿಂತ ಮುಂದೆ ಇವೆ. ಅರಿವು ಕ್ರಿಯೆಯಾಗಿ ಬದಲಿರುವುದನ್ನು ಐಪಿಕ್ಯೂ 7.0 ಸ್ಪಷ್ಟವಾಗಿ ತೋರಿಸುತ್ತಿದೆ.: [632, 13, 932, 93]
- aries-icon: ♈: [14, 1326, 56, 1368]
- masthead: [0, 0, 195, 133]
- sign-name: ಮೀನ: [378, 1420, 390, 1428]
- sign-text: ಆಕಸ್ಮಿಕ ಧನ ನಷ್ಟ, ಅನಗತ್ಯ ತಿರುಗಾಟ, ಮನಸ್ತಾಪ, ಮಿತ್ರರಿಂದ ಸಹಾಯ.: [218, 1230, 311, 1248]
- sign-name: ಕುಂಭ: [378, 1360, 391, 1368]
- sign-text: ಕೆಲಸಕಾರ್ಯಗಳಲ್ಲಿ ವಿಘ್ನ, ಅನಾರೋಗ್ಯ, ಶತ್ರು ಭಾದೆ, ಹಣದ ತೊಂದರೆ.: [60, 1381, 159, 1399]
- sign-name: ತುಲಾ: [218, 1378, 231, 1386]
- ingredients-heading-1: ಬೇಕಿರುವ: [24, 356, 60, 371]
- pisces-icon: ♓: [332, 1420, 374, 1462]
- logo-part2: ಮುಗಿಲು: [96, 6, 150, 28]
- sign-text: ಈ ದಿನ ಉದ್ಯೋಗದಲ್ಲಿ ಅಭಿವೃದ್ಧಿ, ದಾನ ಧರ್ಮದ ಕಾರ್ಯಗಳಲ್ಲಿ ಆಸಕ್ತಿ, ಕುಟುಂಬ ಸೌಖ್ಯ, ಶತ್ರು ಧ್ವಂಸ.: [378, 1230, 479, 1257]
- sign-name: ಸಿಂಹ: [218, 1278, 229, 1286]
- facepack-photo: [165, 890, 430, 1173]
- recipe-section-label: ಪಾಕ ಶಾಲೆ: [127, 184, 185, 204]
- lightbulb-base: [78, 108, 100, 122]
- sign-name: ಮಿಥುನ: [60, 1436, 77, 1444]
- sign-name: ಮೇಷ: [60, 1326, 73, 1334]
- health-lower-right-text: ಹೊಟ್ಟೆಯ ಸೆಳೆತಕ್ಕೆ ಪರಿಹಾರ: ಸೋಂಪು ನೀರು ಹೊಟ್ಟೆಯ ಸ್ನಾಯುಗಳನ್ನು ಸಡಿಲಗೊಳಿಸುತ್ತದೆ. ಮಲಬದ್ಧತೆಗೆ ಸಹಾಯ: ಇದರಲ್ಲಿರುವ ಫೈಬರ್ ಕರುಳನ್ನು ಸ್ವಚ್ಛವಾಗಿಸುತ್ತದೆ. ತಯಾರಿಸುವ ವಿಧಾನ: 1 ಟೀ ಚಮಚ ಸೋಂಪನ್ನು ಒಂದು ಲೋಟ ನೀರಿನಲ್ಲಿ 8-10 ನಿಮಿಷ ಕುದಿಸಿ. ಸೋಸಿ, ಬೆಚ್ಚಗೆ ಕುಡಿಯಿರಿ. ಊಟದ ನಂತರ ಕುಡಿಯುವುದು ಉತ್ತಮ. ಈ ಮನೆಮದ್ದುಗಳು ಸಾಮಾನ್ಯವಾಗಿ ಸುರಕ್ಷಿತವಾಗಿದ್ದರೂ, ದೀರ್ಘಕಾಲದ ಸಮಸ್ಯೆ ಇದ್ದರೆ ವೈದ್ಯರನ್ನು ಸಂಪರ್ಕಿಸಿ.: [256, 629, 420, 699]
- ingredients-heading-2: ಸಾಮಗ್ರಿ: [27, 373, 57, 388]
- capricorn-icon: ♑: [332, 1296, 374, 1338]
- police-uniform-photo: [586, 530, 734, 664]
- virgo-icon: ♍: [172, 1326, 214, 1368]
- mountain-day-box: [655, 1230, 780, 1350]
- astrologer-photo: [12, 1228, 60, 1288]
